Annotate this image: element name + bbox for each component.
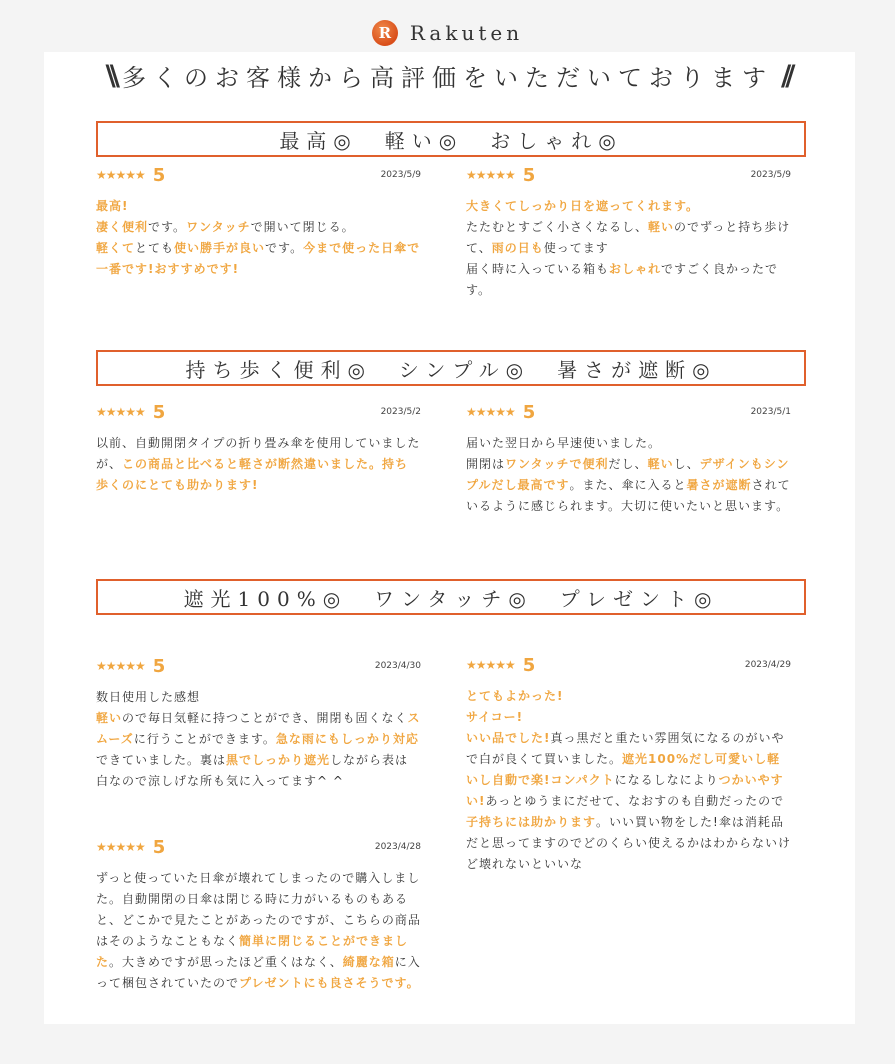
review-highlight-text: 最高! [96, 199, 129, 213]
review-highlight-text: 遮光100%だし可愛いし軽いし自動で楽!コンパクト [466, 752, 781, 787]
review-header [466, 654, 791, 676]
review-plain-text: 。いい買い物をした!傘は消耗品だと思ってますのでどのくらい使えるかはわからないけど壊れないといいな [466, 815, 792, 871]
review-highlight-text: とてもよかった! [466, 689, 564, 703]
review-header [96, 401, 421, 423]
review-highlight-text: プレゼントにも良さそうです。 [239, 976, 420, 990]
review-plain-text: あっとゆうまにだせて、なおすのも自動だったので [485, 794, 785, 808]
review-plain-text: ですごく良かったです。 [466, 262, 779, 297]
review-header [96, 164, 421, 186]
review-plain-text: に行うことができます。 [133, 732, 276, 746]
review-plain-text: 。また、傘に入ると [569, 478, 687, 492]
review-date: 2023/5/1 [750, 407, 791, 417]
review-plain-text: で開いて閉じる。 [250, 220, 355, 234]
review-score: 5 [152, 401, 166, 423]
review-score: 5 [522, 164, 536, 186]
review-highlight-text: この商品と比べると軽さが断然違いました。持ち歩くのにとても助かります! [96, 457, 409, 492]
review-highlight-text: 雨の日も [491, 241, 544, 255]
review-plain-text: のでずっと持ち歩けて、 [466, 220, 791, 255]
review-plain-text: されているように感じられます。大切に使いたいと思います。 [466, 478, 791, 513]
review-highlight-text: 子持ちには助かります [466, 815, 597, 829]
review-highlight-text: 暑さが遮断 [686, 478, 752, 492]
review-date: 2023/4/29 [744, 660, 791, 670]
review-highlight-text: 黒でしっかり遮光 [226, 753, 331, 767]
review-plain-text: 以前、自動開閉タイプの折り畳み傘を使用していましたが、 [96, 436, 421, 471]
star-rating-icon: ★★★★★ [96, 168, 145, 182]
star-rating-icon: ★★★★★ [466, 658, 515, 672]
review-card [466, 401, 791, 517]
star-rating-icon: ★★★★★ [96, 405, 145, 419]
review-header [96, 655, 421, 677]
review-card [466, 164, 791, 301]
review-text [466, 196, 791, 301]
review-plain-text: し、 [673, 457, 700, 471]
section-title-1: 最高◎ 軽い◎ おしゃれ◎ [96, 121, 806, 157]
review-highlight-text: 軽い [648, 220, 675, 234]
review-plain-text: です。 [148, 220, 187, 234]
review-plain-text: 数日使用した感想 [96, 690, 201, 704]
review-card [96, 836, 421, 994]
review-highlight-text: デザインもシンプルだし最高です [466, 457, 790, 492]
review-plain-text: 届く時に入っている箱も [466, 262, 610, 276]
review-plain-text: 使ってます [543, 241, 609, 255]
review-plain-text: しながら表は白なので涼しげな所も気に入ってます^ ^ [96, 753, 409, 788]
review-text [96, 687, 421, 792]
review-highlight-text: 綺麗な箱 [342, 955, 395, 969]
review-plain-text: できていました。裏は [96, 753, 227, 767]
page-headline [0, 58, 895, 93]
review-card [96, 655, 421, 792]
review-highlight-text: ワンタッチで便利 [505, 457, 609, 471]
review-score: 5 [152, 655, 166, 677]
review-highlight-text: 軽い [647, 457, 674, 471]
rakuten-logo-icon: R [372, 20, 398, 46]
review-highlight-text: 軽くて [96, 241, 136, 255]
review-highlight-text: 軽い [96, 711, 123, 725]
review-highlight-text: つかいやすい! [466, 773, 784, 808]
review-score: 5 [152, 836, 166, 858]
review-highlight-text: サイコー! [466, 710, 524, 724]
review-highlight-text: いい品でした! [466, 731, 551, 745]
review-text [96, 868, 421, 994]
headline-text: 多くのお客様から高評価をいただいております [122, 64, 773, 92]
review-highlight-text: 大きくてしっかり日を遮ってくれます。 [466, 199, 700, 213]
review-text [466, 433, 791, 517]
review-plain-text: に入って梱包されていたので [96, 955, 421, 990]
review-highlight-text: ワンタッチ [186, 220, 251, 234]
brand-name: Rakuten [409, 21, 524, 45]
review-highlight-text: 凄く便利 [96, 220, 149, 234]
review-highlight-text: 急な雨にもしっかり対応 [275, 732, 419, 746]
review-highlight-text: 簡単に閉じることができました [96, 934, 409, 969]
section-title-3: 遮光100%◎ ワンタッチ◎ プレゼント◎ [96, 579, 806, 615]
review-plain-text: 届いた翌日から早速使いました。 [466, 436, 662, 450]
review-plain-text: だし、 [608, 457, 648, 471]
review-header [96, 836, 421, 858]
review-date: 2023/5/9 [380, 170, 421, 180]
review-text [466, 686, 791, 875]
headline-right-slashes: // [781, 59, 790, 92]
star-rating-icon: ★★★★★ [96, 840, 145, 854]
review-plain-text: 。大きめですが思ったほど重くはなく、 [109, 955, 343, 969]
review-card [96, 401, 421, 496]
review-plain-text: 真っ黒だと重たい雰囲気になるのがいやで白が良くて買いました。 [466, 731, 785, 766]
review-plain-text: とても [135, 241, 175, 255]
review-highlight-text: スムーズ [96, 711, 421, 746]
review-text [96, 196, 421, 280]
review-date: 2023/5/9 [750, 170, 791, 180]
review-header [466, 401, 791, 423]
review-plain-text: です。 [265, 241, 304, 255]
review-card [96, 164, 421, 280]
star-rating-icon: ★★★★★ [96, 659, 145, 673]
headline-left-slashes: \\ [105, 59, 114, 92]
section-title-2: 持ち歩く便利◎ シンプル◎ 暑さが遮断◎ [96, 350, 806, 386]
review-plain-text: たたむとすごく小さくなるし、 [466, 220, 649, 234]
review-plain-text: ずっと使っていた日傘が壊れてしまったので購入しました。自動開閉の日傘は閉じる時に力がいるものもあると、どこかで見たことがあったのですが、こちらの商品はそのようなこともなく [96, 871, 421, 948]
review-date: 2023/5/2 [380, 407, 421, 417]
review-text [96, 433, 421, 496]
brand-header [0, 18, 895, 48]
review-highlight-text: おしゃれ [609, 262, 662, 276]
star-rating-icon: ★★★★★ [466, 168, 515, 182]
review-plain-text: になるしなにより [614, 773, 719, 787]
review-date: 2023/4/28 [374, 842, 421, 852]
review-highlight-text: 今まで使った日傘で一番です!おすすめです! [96, 241, 421, 276]
review-score: 5 [522, 401, 536, 423]
review-plain-text: ので毎日気軽に持つことができ、開閉も固くなく [122, 711, 408, 725]
review-date: 2023/4/30 [374, 661, 421, 671]
star-rating-icon: ★★★★★ [466, 405, 515, 419]
review-header [466, 164, 791, 186]
review-score: 5 [152, 164, 166, 186]
review-highlight-text: 使い勝手が良い [174, 241, 266, 255]
review-score: 5 [522, 654, 536, 676]
review-plain-text: 開閉は [466, 457, 506, 471]
review-card [466, 654, 791, 875]
